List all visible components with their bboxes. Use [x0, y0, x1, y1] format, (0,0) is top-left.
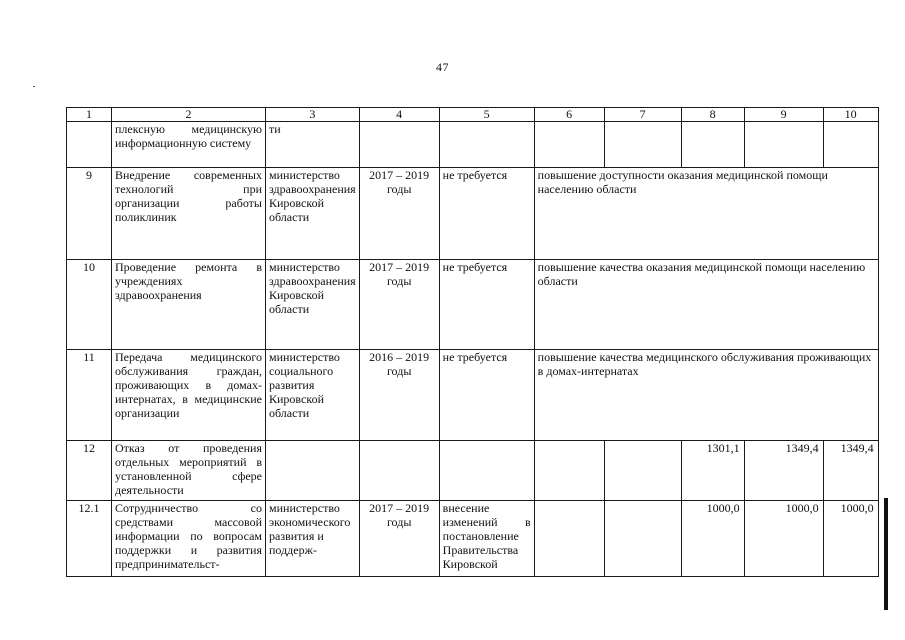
table-row — [67, 441, 879, 501]
expected-result: повышение качества медицинского обслуживания проживающих в домах-интернатах — [534, 350, 878, 441]
row-number: 12.1 — [67, 501, 112, 577]
period: 2016 – 2019 годы — [359, 350, 439, 441]
requirement — [439, 441, 534, 501]
cell-6 — [534, 441, 604, 501]
header-cell: 1 — [67, 108, 112, 122]
row-number: 11 — [67, 350, 112, 441]
measure-name: Передача медицинского обслуживания граждан, проживающих в домах-интернатах, в медицинские организации — [112, 350, 266, 441]
measures-table — [66, 107, 879, 577]
cell-8 — [681, 122, 744, 168]
header-cell: 4 — [359, 108, 439, 122]
executor: министерство здравоохранения Кировской области — [266, 260, 360, 350]
header-cell: 5 — [439, 108, 534, 122]
amount-year-1: 1301,1 — [681, 441, 744, 501]
cell-6 — [534, 501, 604, 577]
cell-9 — [744, 122, 823, 168]
requirement: внесение изменений в постановление Правительства Кировской — [439, 501, 534, 577]
amount-year-2: 1349,4 — [744, 441, 823, 501]
measure-name: Проведение ремонта в учреждениях здравоохранения — [112, 260, 266, 350]
scan-speck — [33, 86, 35, 87]
header-cell: 2 — [112, 108, 266, 122]
amount-year-3: 1000,0 — [823, 501, 878, 577]
executor: министерство здравоохранения Кировской области — [266, 168, 360, 260]
cell-6 — [534, 122, 604, 168]
cell-7 — [604, 501, 681, 577]
table-row — [67, 122, 879, 168]
table-row — [67, 168, 879, 260]
cell-10 — [823, 122, 878, 168]
amount-year-1: 1000,0 — [681, 501, 744, 577]
measure-name: плексную медицинскую информационную систему — [112, 122, 266, 168]
header-cell: 3 — [266, 108, 360, 122]
period — [359, 122, 439, 168]
period — [359, 441, 439, 501]
requirement: не требуется — [439, 350, 534, 441]
page-number: 47 — [436, 60, 449, 74]
header-cell: 7 — [604, 108, 681, 122]
expected-result: повышение качества оказания медицинской помощи населению области — [534, 260, 878, 350]
row-number: 10 — [67, 260, 112, 350]
row-number: 12 — [67, 441, 112, 501]
table-row — [67, 501, 879, 577]
measure-name: Сотрудничество со средствами массовой информации по вопросам поддержки и развития предпринимательст- — [112, 501, 266, 577]
executor: министерство социального развития Кировской области — [266, 350, 360, 441]
cell-7 — [604, 441, 681, 501]
period: 2017 – 2019 годы — [359, 168, 439, 260]
requirement: не требуется — [439, 260, 534, 350]
period: 2017 – 2019 годы — [359, 501, 439, 577]
row-number — [67, 122, 112, 168]
executor — [266, 441, 360, 501]
scan-edge-mark — [884, 498, 888, 610]
period: 2017 – 2019 годы — [359, 260, 439, 350]
header-cell: 10 — [823, 108, 878, 122]
executor: ти — [266, 122, 360, 168]
header-cell: 8 — [681, 108, 744, 122]
header-cell: 6 — [534, 108, 604, 122]
requirement: не требуется — [439, 168, 534, 260]
table-header-row — [67, 108, 879, 122]
executor: министерство экономического развития и поддерж- — [266, 501, 360, 577]
table-row — [67, 260, 879, 350]
row-number: 9 — [67, 168, 112, 260]
table-row — [67, 350, 879, 441]
requirement — [439, 122, 534, 168]
expected-result: повышение доступности оказания медицинской помощи населению области — [534, 168, 878, 260]
header-cell: 9 — [744, 108, 823, 122]
cell-7 — [604, 122, 681, 168]
amount-year-3: 1349,4 — [823, 441, 878, 501]
measure-name: Отказ от проведения отдельных мероприятий в установленной сфере деятельности — [112, 441, 266, 501]
measure-name: Внедрение современных технологий при организации работы поликлиник — [112, 168, 266, 260]
amount-year-2: 1000,0 — [744, 501, 823, 577]
